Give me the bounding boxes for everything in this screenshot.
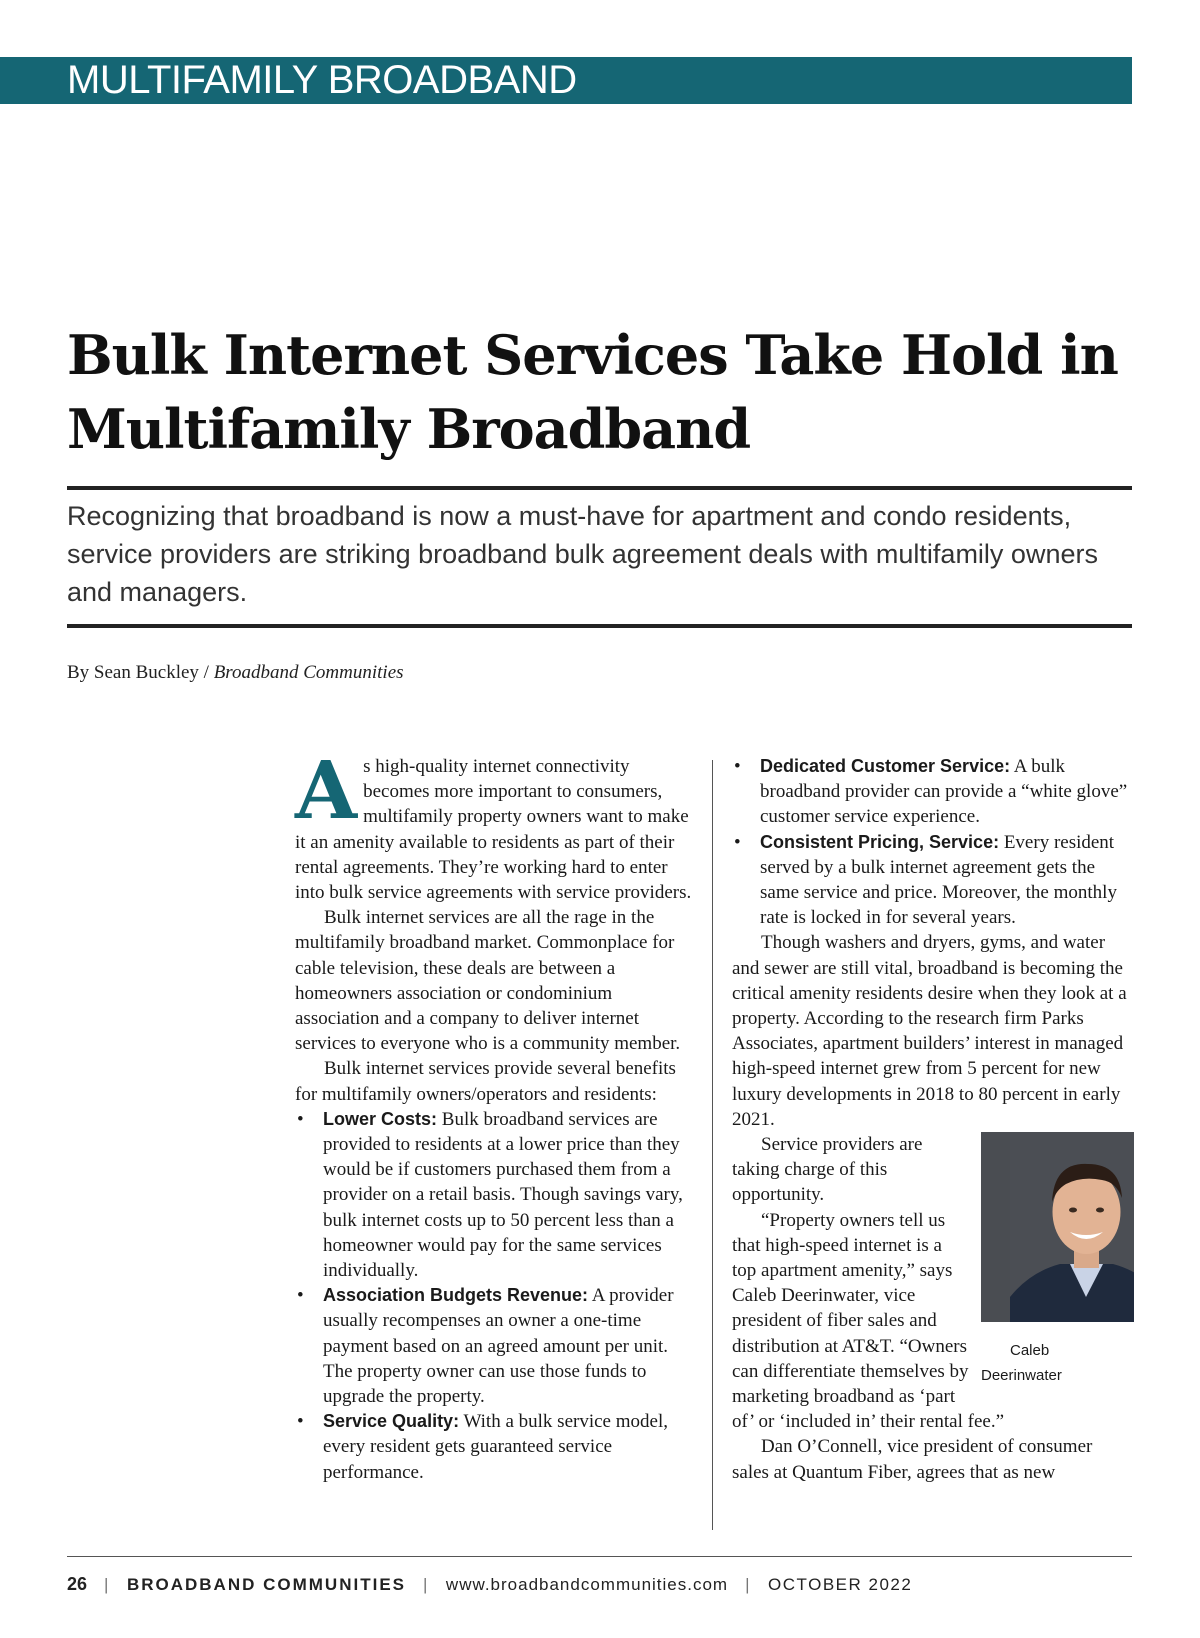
column-divider xyxy=(712,760,713,1530)
headline-line-2: Multifamily Broadband xyxy=(67,397,751,461)
body-paragraph-2: Bulk internet services are all the rage in the multifamily broadband market. Commonplace for cable television, these deals are between a homeowners association or condominium association and a company to deliver internet services to everyone who is a community member. xyxy=(295,907,681,1055)
benefits-list-continued xyxy=(732,754,1134,930)
bullet-icon: • xyxy=(297,1285,304,1307)
list-item-text: A provider usually recompenses an owner a one-time payment based on an agreed amount per unit. The property owner can use those funds to upgrade the property. xyxy=(323,1285,674,1408)
portrait-photo xyxy=(981,1132,1134,1322)
article-headline xyxy=(67,318,1147,466)
list-item xyxy=(732,830,1134,931)
section-title: MULTIFAMILY BROADBAND xyxy=(67,58,577,102)
page-footer xyxy=(67,1574,1132,1595)
list-item-text: With a bulk service model, every resident gets guaranteed service performance. xyxy=(323,1411,668,1483)
body-paragraph-4: Though washers and dryers, gyms, and water and sewer are still vital, broadband is becoming the critical amenity residents desire when they look at a property. According to the research firm Parks Associates, apartment builders’ interest in managed high-speed internet grew from 5 percent for new luxury developments in 2018 to 80 percent in early 2021. xyxy=(732,932,1127,1130)
list-item xyxy=(295,1107,695,1283)
section-banner xyxy=(0,57,1132,104)
bullet-icon: • xyxy=(734,831,741,853)
list-item-lead: Consistent Pricing, Service: xyxy=(760,831,1000,852)
opportunity-text: Service providers are taking charge of this opportunity. xyxy=(732,1134,923,1206)
bullet-icon: • xyxy=(297,1411,304,1433)
portrait-image xyxy=(1010,1132,1134,1322)
deck-bottom-rule xyxy=(67,624,1132,628)
list-item-text: Bulk broadband services are provided to residents at a lower price than they would be if customers purchased them from a provider on a retail basis. Though savings vary, bulk internet costs up to 50 percent less than a homeowner would pay for the same services individually. xyxy=(323,1108,683,1282)
bullet-icon: • xyxy=(297,1108,304,1130)
article-deck: Recognizing that broadband is now a must-have for apartment and condo residents, service providers are striking broadband bulk agreement deals with multifamily owners and managers. xyxy=(67,501,1098,607)
photo-figure xyxy=(981,1132,1134,1396)
page-number: 26 xyxy=(67,1574,88,1594)
right-column xyxy=(732,754,1134,1485)
list-item-lead: Dedicated Customer Service: xyxy=(760,756,1011,776)
deck-top-rule xyxy=(67,486,1132,490)
bullet-icon: • xyxy=(734,756,741,777)
benefits-list xyxy=(295,1107,695,1485)
intro-paragraph xyxy=(295,743,695,905)
quote-paragraph: “Property owners tell us that high-speed internet is a top apartment amenity,” says Caleb Deerinwater, vice president of fiber sales and distribution at AT&T. “Owners can differentiate themselves by marketing broadband as ‘part of’ or ‘included in’ their rental fee.” xyxy=(732,1209,1005,1433)
headline-line-1: Bulk Internet Services Take Hold in xyxy=(67,323,1118,387)
list-item-text: Every resident served by a bulk internet agreement gets the same service and price. Moreover, the monthly rate is locked in for several years. xyxy=(760,831,1117,929)
footer-rule xyxy=(67,1556,1132,1557)
list-item xyxy=(295,1283,695,1409)
drop-cap: A xyxy=(295,743,358,837)
footer-publication: BROADBAND COMMUNITIES xyxy=(126,1575,406,1594)
byline-publication: Broadband Communities xyxy=(213,662,404,683)
list-item-lead: Association Budgets Revenue: xyxy=(323,1285,589,1306)
list-item-text: A bulk broadband provider can provide a “white glove” customer service experience. xyxy=(760,756,1128,828)
footer-separator: | xyxy=(745,1575,752,1594)
list-item xyxy=(295,1409,695,1485)
list-item-lead: Service Quality: xyxy=(323,1411,460,1432)
footer-separator: | xyxy=(104,1575,110,1594)
photo-caption: Caleb Deerinwater xyxy=(981,1342,1062,1385)
body-paragraph-7: Dan O’Connell, vice president of consumer sales at Quantum Fiber, agrees that as new xyxy=(732,1436,1093,1483)
footer-separator: | xyxy=(423,1575,429,1594)
footer-issue: OCTOBER 2022 xyxy=(768,1575,913,1594)
list-item-lead: Lower Costs: xyxy=(323,1108,438,1129)
footer-url: www.broadbandcommunities.com xyxy=(445,1575,729,1594)
list-item xyxy=(732,754,1134,830)
intro-text: s high-quality internet connectivity becomes more important to consumers, multifamily property owners want to make it an amenity available to residents as part of their rental agreements. They’re working hard to enter into bulk service agreements with service providers. xyxy=(295,756,692,904)
body-paragraph-3: Bulk internet services provide several benefits for multifamily owners/operators and residents: xyxy=(295,1058,676,1105)
byline-author: By Sean Buckley / xyxy=(67,662,214,683)
left-column xyxy=(295,743,695,1485)
byline xyxy=(67,662,404,684)
